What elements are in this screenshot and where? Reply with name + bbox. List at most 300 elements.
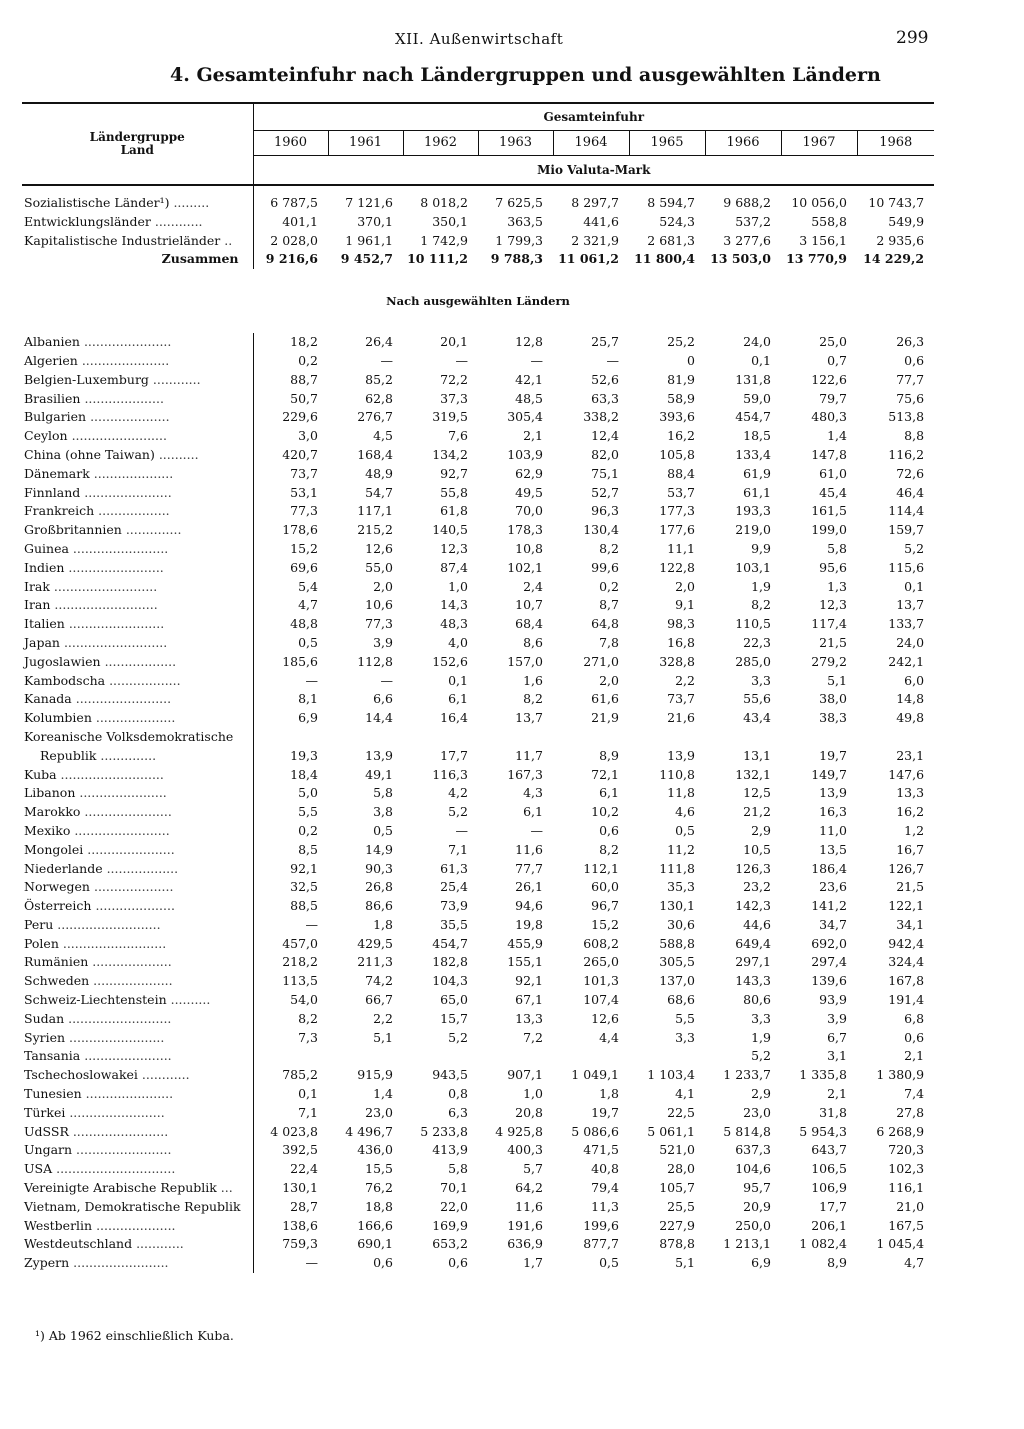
value-cell: 86,6 bbox=[365, 898, 393, 914]
value-cell: 155,1 bbox=[507, 954, 543, 970]
value-cell: 48,8 bbox=[253, 615, 328, 634]
value-cell: 0,6 bbox=[904, 1029, 925, 1045]
value-cell: 11,6 bbox=[515, 841, 543, 857]
value-cell: 177,3 bbox=[659, 503, 695, 519]
value-cell: 186,4 bbox=[811, 860, 847, 876]
value-cell: 12,8 bbox=[515, 334, 543, 350]
value-cell: 11 800,4 bbox=[634, 251, 695, 267]
value-cell: 1,3 bbox=[827, 578, 847, 594]
value-cell: 66,7 bbox=[365, 992, 393, 1008]
value-cell: 4 496,7 bbox=[345, 1123, 393, 1139]
value-cell: 18,2 bbox=[253, 333, 328, 352]
value-cell: 131,8 bbox=[735, 371, 771, 387]
row-label-text: Zusammen bbox=[161, 251, 239, 267]
value-cell: 93,9 bbox=[819, 992, 847, 1008]
row-label-text: Türkei bbox=[24, 1104, 66, 1120]
value-cell: 58,9 bbox=[667, 390, 695, 406]
value-cell: 13,9 bbox=[667, 747, 695, 763]
value-cell: 637,3 bbox=[735, 1142, 771, 1158]
value-cell bbox=[478, 1047, 553, 1066]
value-cell: 52,7 bbox=[591, 484, 619, 500]
country-row bbox=[22, 1010, 934, 1029]
value-cell: 0,1 bbox=[904, 578, 925, 594]
country-row bbox=[22, 1085, 934, 1104]
row-label bbox=[22, 822, 253, 841]
row-label bbox=[22, 502, 253, 521]
value-cell: 67,1 bbox=[515, 992, 543, 1008]
leader-dots: ........................ bbox=[72, 1142, 172, 1158]
value-cell: 11,2 bbox=[667, 841, 695, 857]
row-label-text: Tschechoslowakei bbox=[24, 1067, 138, 1083]
value-cell: 4,6 bbox=[675, 804, 695, 820]
value-cell: 49,1 bbox=[365, 766, 393, 782]
value-cell: 2,1 bbox=[523, 428, 543, 444]
row-label bbox=[22, 615, 253, 634]
value-cell: 73,7 bbox=[667, 691, 695, 707]
group-row bbox=[22, 213, 934, 232]
value-cell: 5,5 bbox=[253, 803, 328, 822]
value-cell: 350,1 bbox=[432, 213, 468, 229]
value-cell: 392,5 bbox=[253, 1141, 328, 1160]
value-cell: 73,7 bbox=[253, 465, 328, 484]
value-cell: 8,9 bbox=[599, 747, 619, 763]
leader-dots: .................... bbox=[91, 710, 176, 726]
value-cell: 3 277,6 bbox=[723, 232, 771, 248]
value-cell: 134,2 bbox=[432, 446, 468, 462]
country-row bbox=[22, 1179, 934, 1198]
value-cell: 6,8 bbox=[904, 1010, 925, 1026]
row-label bbox=[22, 427, 253, 446]
value-cell: 5,2 bbox=[448, 804, 468, 820]
value-cell: 21,6 bbox=[667, 710, 695, 726]
leader-dots: .................... bbox=[80, 390, 164, 406]
value-cell: — bbox=[530, 822, 543, 838]
country-row bbox=[22, 502, 934, 521]
value-cell: 3 156,1 bbox=[799, 232, 847, 248]
running-head: XII. Außenwirtschaft bbox=[395, 30, 564, 48]
value-cell: 102,1 bbox=[507, 559, 543, 575]
value-cell: 3,3 bbox=[751, 1010, 771, 1026]
spacer-cell bbox=[629, 185, 705, 194]
value-cell: 112,1 bbox=[583, 860, 619, 876]
leader-dots: ........................ bbox=[68, 540, 169, 556]
leader-dots: ........................ bbox=[71, 691, 172, 707]
value-cell: 25,7 bbox=[591, 334, 619, 350]
value-cell: 11,6 bbox=[515, 1198, 543, 1214]
country-row bbox=[22, 390, 934, 409]
country-row bbox=[22, 916, 934, 935]
value-cell: 72,6 bbox=[896, 465, 925, 481]
value-cell: 140,5 bbox=[432, 522, 468, 538]
value-cell: 114,4 bbox=[888, 503, 925, 519]
country-row bbox=[22, 371, 934, 390]
value-cell: 720,3 bbox=[888, 1142, 925, 1158]
value-cell: 105,8 bbox=[659, 446, 695, 462]
value-cell: 37,3 bbox=[440, 390, 468, 406]
value-cell: 285,0 bbox=[735, 653, 771, 669]
row-label bbox=[22, 935, 253, 954]
value-cell: 79,4 bbox=[591, 1180, 619, 1196]
value-cell: 6 787,5 bbox=[253, 194, 328, 213]
value-cell: 206,1 bbox=[811, 1217, 847, 1233]
value-cell: 13 503,0 bbox=[710, 251, 771, 267]
value-cell: 471,5 bbox=[583, 1142, 619, 1158]
value-cell: 166,6 bbox=[357, 1217, 393, 1233]
value-cell: 142,3 bbox=[735, 898, 771, 914]
value-cell: 13,3 bbox=[896, 785, 925, 801]
value-cell: 4,0 bbox=[448, 634, 468, 650]
value-cell: 20,1 bbox=[440, 334, 468, 350]
value-cell: 14,8 bbox=[896, 691, 925, 707]
value-cell: 370,1 bbox=[357, 213, 393, 229]
value-cell: 5,2 bbox=[751, 1048, 771, 1064]
value-cell: 34,7 bbox=[819, 916, 847, 932]
value-cell: 12,5 bbox=[743, 785, 771, 801]
value-cell: 0,7 bbox=[827, 352, 847, 368]
value-cell: 75,6 bbox=[896, 390, 925, 406]
value-cell: 5,4 bbox=[253, 578, 328, 597]
value-cell: 88,7 bbox=[253, 371, 328, 390]
value-cell: 0 bbox=[687, 352, 695, 368]
value-cell: 55,8 bbox=[440, 484, 468, 500]
value-cell: 169,9 bbox=[432, 1217, 468, 1233]
value-cell: 14 229,2 bbox=[863, 251, 925, 267]
value-cell: 25,4 bbox=[440, 879, 468, 895]
row-label-text: Irak bbox=[24, 578, 50, 594]
value-cell: — bbox=[606, 352, 619, 368]
value-cell: 13,1 bbox=[743, 747, 771, 763]
row-label bbox=[22, 390, 253, 409]
value-cell: 2,2 bbox=[373, 1010, 393, 1026]
value-cell: 297,1 bbox=[735, 954, 771, 970]
spacer-cell bbox=[781, 185, 857, 194]
value-cell: 8,2 bbox=[253, 1010, 328, 1029]
year-header: 1966 bbox=[705, 131, 781, 156]
row-label: Koreanische Volksdemokratische bbox=[24, 728, 234, 744]
value-cell: 77,7 bbox=[515, 860, 543, 876]
value-cell: 324,4 bbox=[888, 954, 925, 970]
row-label-text: Belgien-Luxemburg bbox=[24, 371, 149, 387]
value-cell: 2,0 bbox=[599, 672, 619, 688]
value-cell: 167,8 bbox=[888, 973, 925, 989]
row-label bbox=[22, 672, 253, 691]
row-label-text: Vietnam, Demokratische Republik bbox=[24, 1198, 241, 1214]
spacer-cell bbox=[403, 728, 478, 747]
value-cell: 692,0 bbox=[811, 935, 847, 951]
value-cell: 1,0 bbox=[448, 578, 468, 594]
value-cell: 130,1 bbox=[253, 1179, 328, 1198]
value-cell: 75,1 bbox=[591, 465, 619, 481]
row-label bbox=[22, 972, 253, 991]
value-cell: 11 061,2 bbox=[558, 251, 619, 267]
unit-header: Mio Valuta-Mark bbox=[253, 156, 934, 186]
leader-dots: ............ bbox=[150, 213, 203, 229]
row-label-text: Italien bbox=[24, 616, 65, 632]
row-label bbox=[22, 333, 253, 352]
value-cell: 5 954,3 bbox=[799, 1123, 847, 1139]
value-cell: 5,8 bbox=[373, 785, 393, 801]
country-row bbox=[22, 672, 934, 691]
value-cell: 77,7 bbox=[896, 371, 925, 387]
row-label bbox=[22, 953, 253, 972]
value-cell: 40,8 bbox=[591, 1161, 619, 1177]
value-cell: 49,5 bbox=[515, 484, 543, 500]
country-row bbox=[22, 897, 934, 916]
leader-dots: ........................ bbox=[64, 616, 165, 632]
country-row bbox=[22, 953, 934, 972]
country-row bbox=[22, 747, 934, 766]
country-row bbox=[22, 596, 934, 615]
value-cell: 13,9 bbox=[365, 747, 393, 763]
value-cell: 878,8 bbox=[659, 1236, 695, 1252]
value-cell: 429,5 bbox=[357, 935, 393, 951]
value-cell: 95,6 bbox=[819, 559, 847, 575]
country-row bbox=[22, 690, 934, 709]
leader-dots: ............ bbox=[148, 371, 201, 387]
leader-dots: ........................ bbox=[69, 1255, 169, 1271]
value-cell: 2,4 bbox=[523, 578, 543, 594]
row-label bbox=[22, 1235, 253, 1254]
value-cell: 5 814,8 bbox=[723, 1123, 771, 1139]
leader-dots: .................... bbox=[86, 409, 170, 425]
value-cell: 167,3 bbox=[507, 766, 543, 782]
value-cell: 32,5 bbox=[253, 878, 328, 897]
value-cell: 5 061,1 bbox=[647, 1123, 695, 1139]
value-cell: 8 297,7 bbox=[571, 195, 619, 210]
value-cell: 13,3 bbox=[515, 1010, 543, 1026]
value-cell: 16,2 bbox=[896, 804, 925, 820]
spacer-cell bbox=[328, 728, 403, 747]
value-cell: 6,1 bbox=[448, 691, 468, 707]
value-cell: 5 233,8 bbox=[420, 1123, 468, 1139]
country-row-continued bbox=[22, 728, 934, 747]
value-cell: 96,7 bbox=[591, 898, 619, 914]
country-row bbox=[22, 1254, 934, 1273]
value-cell: 549,9 bbox=[888, 213, 925, 229]
value-cell: 3,3 bbox=[751, 672, 771, 688]
value-cell: 1 103,4 bbox=[647, 1067, 695, 1083]
value-cell: 106,9 bbox=[811, 1180, 847, 1196]
value-cell: 61,1 bbox=[743, 484, 771, 500]
value-cell: 1,9 bbox=[751, 578, 771, 594]
leader-dots: .............................. bbox=[52, 1161, 176, 1177]
value-cell: 137,0 bbox=[659, 973, 695, 989]
row-label bbox=[22, 371, 253, 390]
value-cell: 785,2 bbox=[253, 1066, 328, 1085]
value-cell: 70,1 bbox=[440, 1180, 468, 1196]
value-cell: 0,6 bbox=[448, 1255, 468, 1271]
table-title: 4. Gesamteinfuhr nach Ländergruppen und ausgewählten Ländern bbox=[170, 64, 881, 86]
value-cell: 4,4 bbox=[599, 1029, 619, 1045]
value-cell: 23,2 bbox=[743, 879, 771, 895]
value-cell bbox=[553, 1047, 629, 1066]
value-cell: 99,6 bbox=[591, 559, 619, 575]
value-cell: 48,3 bbox=[440, 616, 468, 632]
leader-dots: .......... bbox=[166, 992, 211, 1008]
value-cell: 182,8 bbox=[432, 954, 468, 970]
value-cell: 454,7 bbox=[735, 409, 771, 425]
value-cell: 18,5 bbox=[743, 428, 771, 444]
value-cell: 147,6 bbox=[888, 766, 925, 782]
value-cell: 5,1 bbox=[373, 1029, 393, 1045]
value-cell: 17,7 bbox=[819, 1198, 847, 1214]
value-cell: 537,2 bbox=[735, 213, 771, 229]
value-cell: 117,4 bbox=[811, 616, 847, 632]
row-label-text: Albanien bbox=[24, 334, 80, 350]
value-cell: 524,3 bbox=[659, 213, 695, 229]
value-cell: 7,3 bbox=[253, 1029, 328, 1048]
value-cell: 52,6 bbox=[591, 371, 619, 387]
leader-dots: .................... bbox=[92, 1217, 176, 1233]
value-cell: 26,3 bbox=[896, 334, 925, 350]
value-cell: 68,4 bbox=[515, 616, 543, 632]
row-label bbox=[22, 446, 253, 465]
row-label-text: Japan bbox=[24, 634, 60, 650]
row-label bbox=[22, 250, 253, 269]
value-cell: 521,0 bbox=[659, 1142, 695, 1158]
value-cell: 480,3 bbox=[811, 409, 847, 425]
import-table bbox=[22, 102, 934, 1273]
year-header: 1963 bbox=[478, 131, 553, 156]
row-label-text: Mongolei bbox=[24, 841, 84, 857]
row-label-text: Syrien bbox=[24, 1029, 66, 1045]
value-cell: 1,4 bbox=[373, 1086, 393, 1102]
value-cell: 6,6 bbox=[373, 691, 393, 707]
value-cell: 0,1 bbox=[751, 352, 771, 368]
value-cell: 276,7 bbox=[357, 409, 393, 425]
country-row bbox=[22, 615, 934, 634]
row-label-text: Kanada bbox=[24, 691, 72, 707]
value-cell: 19,8 bbox=[515, 916, 543, 932]
value-cell: 16,8 bbox=[667, 634, 695, 650]
value-cell: 102,3 bbox=[888, 1161, 925, 1177]
leader-dots: .. bbox=[220, 232, 233, 248]
value-cell: 19,7 bbox=[591, 1104, 619, 1120]
value-cell: 9,1 bbox=[675, 597, 695, 613]
value-cell: 61,6 bbox=[591, 691, 619, 707]
country-row bbox=[22, 634, 934, 653]
spacer-cell bbox=[253, 728, 328, 747]
country-row bbox=[22, 540, 934, 559]
row-label bbox=[22, 1254, 253, 1273]
row-label-text: Finnland bbox=[24, 484, 81, 500]
value-cell: 4 023,8 bbox=[253, 1123, 328, 1142]
row-label bbox=[22, 1104, 253, 1123]
spacer-cell bbox=[553, 185, 629, 194]
value-cell: 133,7 bbox=[888, 616, 925, 632]
value-cell: 4,2 bbox=[448, 785, 468, 801]
value-cell: 14,4 bbox=[365, 710, 393, 726]
row-label bbox=[22, 1066, 253, 1085]
value-cell: 149,7 bbox=[811, 766, 847, 782]
value-cell: 2,1 bbox=[904, 1048, 925, 1064]
value-cell: 38,0 bbox=[819, 691, 847, 707]
value-cell: 116,2 bbox=[888, 446, 925, 462]
country-row bbox=[22, 446, 934, 465]
row-label-text: Kolumbien bbox=[24, 710, 92, 726]
value-cell: 104,3 bbox=[432, 973, 468, 989]
value-cell: 319,5 bbox=[432, 409, 468, 425]
value-cell: 10 056,0 bbox=[791, 195, 847, 210]
value-cell: 401,1 bbox=[253, 213, 328, 232]
value-cell: 98,3 bbox=[667, 616, 695, 632]
value-cell: 85,2 bbox=[365, 371, 393, 387]
row-label-text: Schweiz-Liechtenstein bbox=[24, 992, 167, 1008]
value-cell: 6,9 bbox=[253, 709, 328, 728]
value-cell: 50,7 bbox=[253, 390, 328, 409]
value-cell: 9 452,7 bbox=[340, 251, 393, 267]
value-cell: 3,9 bbox=[827, 1010, 847, 1026]
spacer-cell bbox=[705, 185, 781, 194]
value-cell: 11,7 bbox=[515, 747, 543, 763]
value-cell: 81,9 bbox=[667, 371, 695, 387]
spacer-cell bbox=[253, 185, 328, 194]
leader-dots: .................. bbox=[94, 503, 170, 519]
value-cell: 48,5 bbox=[515, 390, 543, 406]
value-cell: 8,6 bbox=[523, 634, 543, 650]
value-cell: 15,5 bbox=[365, 1161, 393, 1177]
country-row bbox=[22, 333, 934, 352]
value-cell: 0,1 bbox=[253, 1085, 328, 1104]
leader-dots: .......................... bbox=[49, 578, 158, 594]
leader-dots: ...................... bbox=[80, 804, 172, 820]
value-cell: 178,3 bbox=[507, 522, 543, 538]
value-cell: 1,7 bbox=[523, 1255, 543, 1271]
value-cell: 5,2 bbox=[448, 1029, 468, 1045]
row-label bbox=[22, 860, 253, 879]
spacer-cell bbox=[705, 728, 781, 747]
value-cell: 87,4 bbox=[440, 559, 468, 575]
value-cell: 1,0 bbox=[523, 1086, 543, 1102]
value-cell: 5,8 bbox=[448, 1161, 468, 1177]
row-label bbox=[22, 1047, 253, 1066]
value-cell: 8,2 bbox=[599, 841, 619, 857]
value-cell: 26,8 bbox=[365, 879, 393, 895]
value-cell: 10,2 bbox=[591, 804, 619, 820]
value-cell: — bbox=[530, 352, 543, 368]
group-header: Gesamteinfuhr bbox=[253, 103, 934, 131]
value-cell: 643,7 bbox=[811, 1142, 847, 1158]
leader-dots: ........................ bbox=[64, 559, 164, 575]
value-cell: 0,5 bbox=[373, 822, 393, 838]
row-label bbox=[22, 766, 253, 785]
country-row bbox=[22, 709, 934, 728]
leader-dots: .................. bbox=[105, 672, 181, 688]
row-label bbox=[22, 784, 253, 803]
leader-dots: ...................... bbox=[77, 352, 170, 368]
value-cell: 3,3 bbox=[675, 1029, 695, 1045]
value-cell: 122,6 bbox=[811, 371, 847, 387]
value-cell: 16,4 bbox=[440, 710, 468, 726]
value-cell: 133,4 bbox=[735, 446, 771, 462]
value-cell: 62,8 bbox=[365, 390, 393, 406]
country-row bbox=[22, 408, 934, 427]
leader-dots: ...................... bbox=[75, 785, 167, 801]
value-cell: 53,7 bbox=[667, 484, 695, 500]
row-label bbox=[22, 897, 253, 916]
value-cell: 2,0 bbox=[373, 578, 393, 594]
value-cell: 14,3 bbox=[440, 597, 468, 613]
value-cell: 759,3 bbox=[253, 1235, 328, 1254]
spacer-cell bbox=[857, 185, 934, 194]
row-label-text: Frankreich bbox=[24, 503, 95, 519]
value-cell: 5,2 bbox=[904, 540, 925, 556]
value-cell: 2 321,9 bbox=[571, 232, 619, 248]
spacer-cell bbox=[328, 185, 403, 194]
country-row bbox=[22, 578, 934, 597]
value-cell: 95,7 bbox=[743, 1180, 771, 1196]
value-cell: 4,7 bbox=[253, 596, 328, 615]
